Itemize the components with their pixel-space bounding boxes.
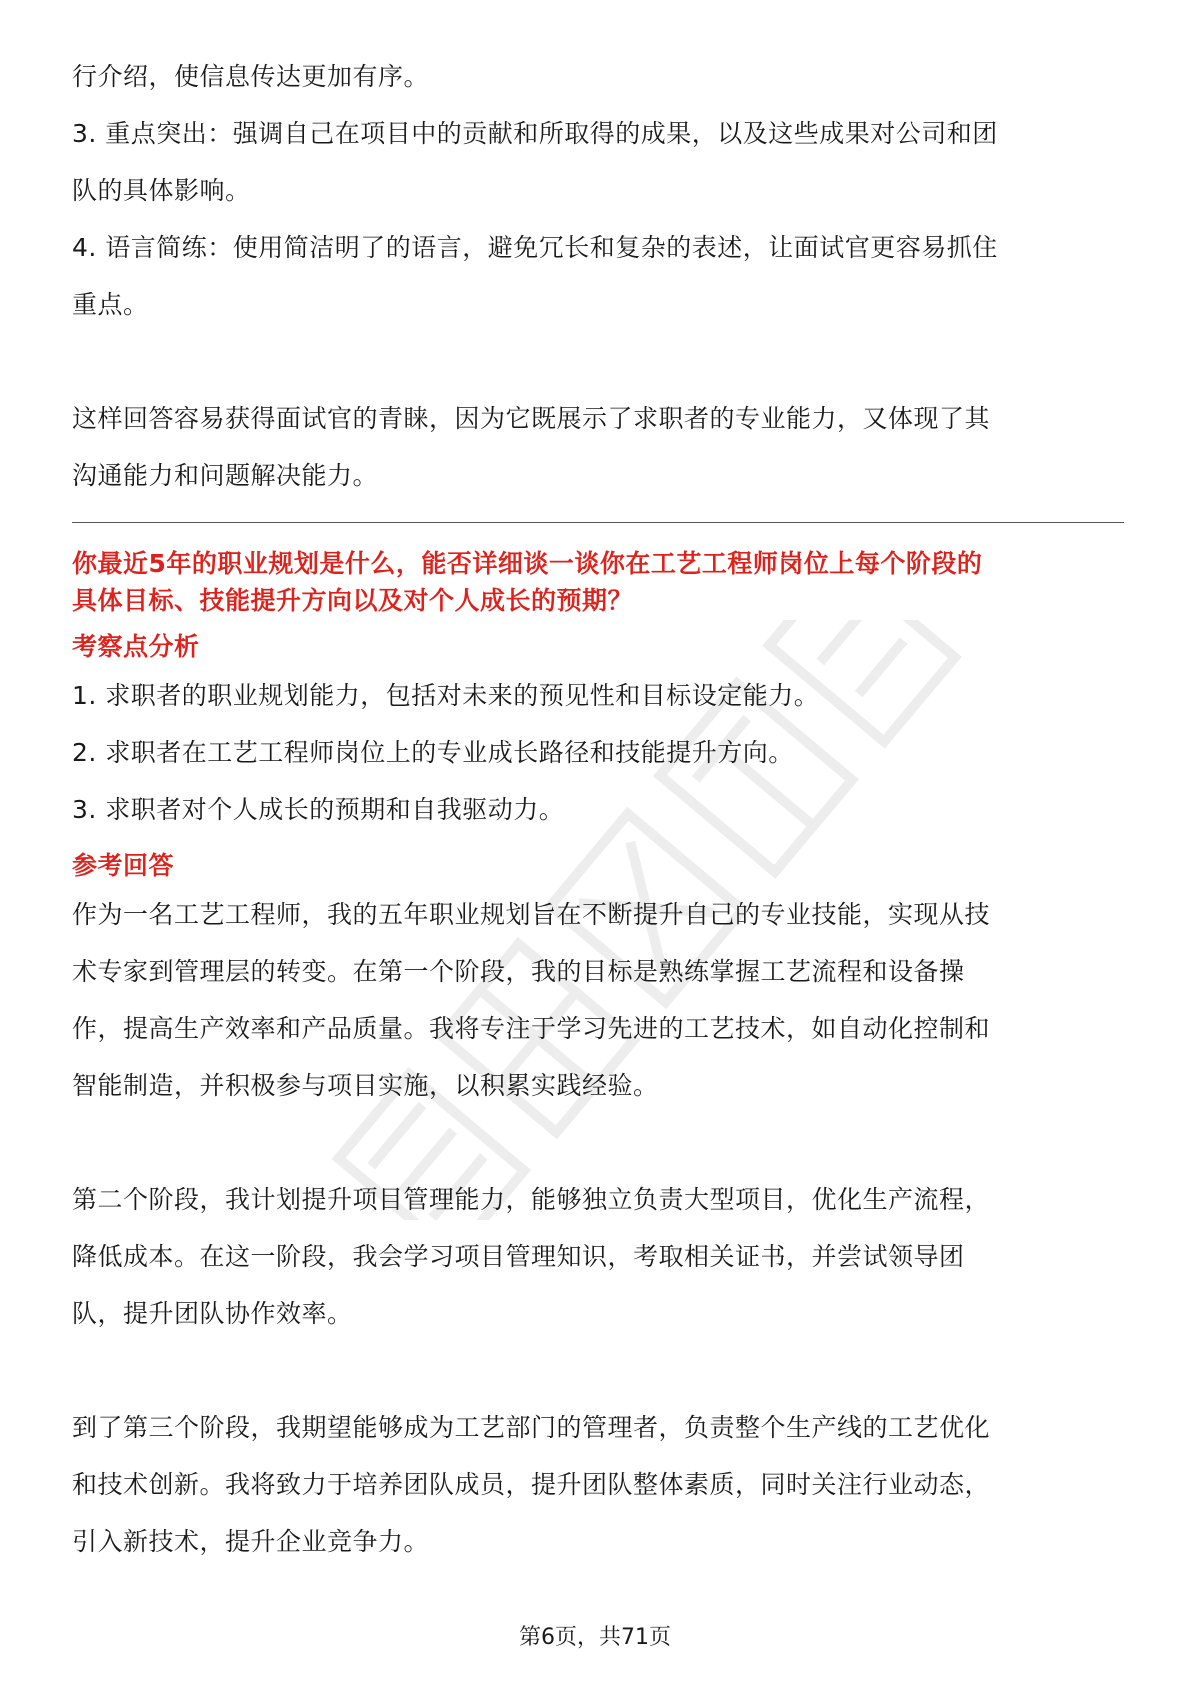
paragraph-gap bbox=[72, 1114, 1124, 1171]
reference-line: 降低成本。在这一阶段，我会学习项目管理知识，考取相关证书，并尝试领导团 bbox=[72, 1242, 965, 1271]
reference-line: 和技术创新。我将致力于培养团队成员，提升团队整体素质，同时关注行业动态， bbox=[72, 1470, 991, 1499]
previous-answer-line: 4. 语言简练：使用简洁明了的语言，避免冗长和复杂的表述，让面试官更容易抓住 bbox=[72, 233, 998, 262]
paragraph-gap bbox=[72, 333, 1124, 390]
question-title-line: 具体目标、技能提升方向以及对个人成长的预期？ bbox=[72, 586, 634, 615]
reference-line: 智能制造，并积极参与项目实施，以积累实践经验。 bbox=[72, 1071, 659, 1100]
reference-heading: 参考回答 bbox=[72, 851, 175, 880]
question-title-line: 你最近5年的职业规划是什么，能否详细谈一谈你在工艺工程师岗位上每个阶段的 bbox=[72, 549, 983, 578]
page-number: 第6页，共71页 bbox=[519, 1625, 671, 1650]
closing-line: 这样回答容易获得面试官的青睐，因为它既展示了求职者的专业能力，又体现了其 bbox=[72, 404, 991, 433]
reference-line: 作为一名工艺工程师，我的五年职业规划旨在不断提升自己的专业技能，实现从技 bbox=[72, 900, 991, 929]
previous-answer-line: 队的具体影响。 bbox=[72, 176, 251, 205]
reference-line: 队，提升团队协作效率。 bbox=[72, 1299, 353, 1328]
section-divider bbox=[72, 522, 1124, 523]
reference-line: 到了第三个阶段，我期望能够成为工艺部门的管理者，负责整个生产线的工艺优化 bbox=[72, 1413, 991, 1442]
main-content bbox=[72, 48, 1124, 1570]
analysis-item: 1. 求职者的职业规划能力，包括对未来的预见性和目标设定能力。 bbox=[72, 681, 820, 710]
previous-answer-line: 行介绍，使信息传达更加有序。 bbox=[72, 62, 430, 91]
paragraph-gap bbox=[72, 1342, 1124, 1399]
reference-line: 作，提高生产效率和产品质量。我将专注于学习先进的工艺技术，如自动化控制和 bbox=[72, 1014, 991, 1043]
reference-line: 引入新技术，提升企业竞争力。 bbox=[72, 1527, 430, 1556]
previous-answer-line: 重点。 bbox=[72, 290, 149, 319]
analysis-item: 3. 求职者对个人成长的预期和自我驱动力。 bbox=[72, 795, 565, 824]
analysis-heading: 考察点分析 bbox=[72, 632, 200, 661]
reference-line: 第二个阶段，我计划提升项目管理能力，能够独立负责大型项目，优化生产流程， bbox=[72, 1185, 991, 1214]
closing-line: 沟通能力和问题解决能力。 bbox=[72, 461, 379, 490]
analysis-item: 2. 求职者在工艺工程师岗位上的专业成长路径和技能提升方向。 bbox=[72, 738, 794, 767]
previous-answer-line: 3. 重点突出：强调自己在项目中的贡献和所取得的成果，以及这些成果对公司和团 bbox=[72, 119, 998, 148]
reference-line: 术专家到管理层的转变。在第一个阶段，我的目标是熟练掌握工艺流程和设备操 bbox=[72, 957, 965, 986]
